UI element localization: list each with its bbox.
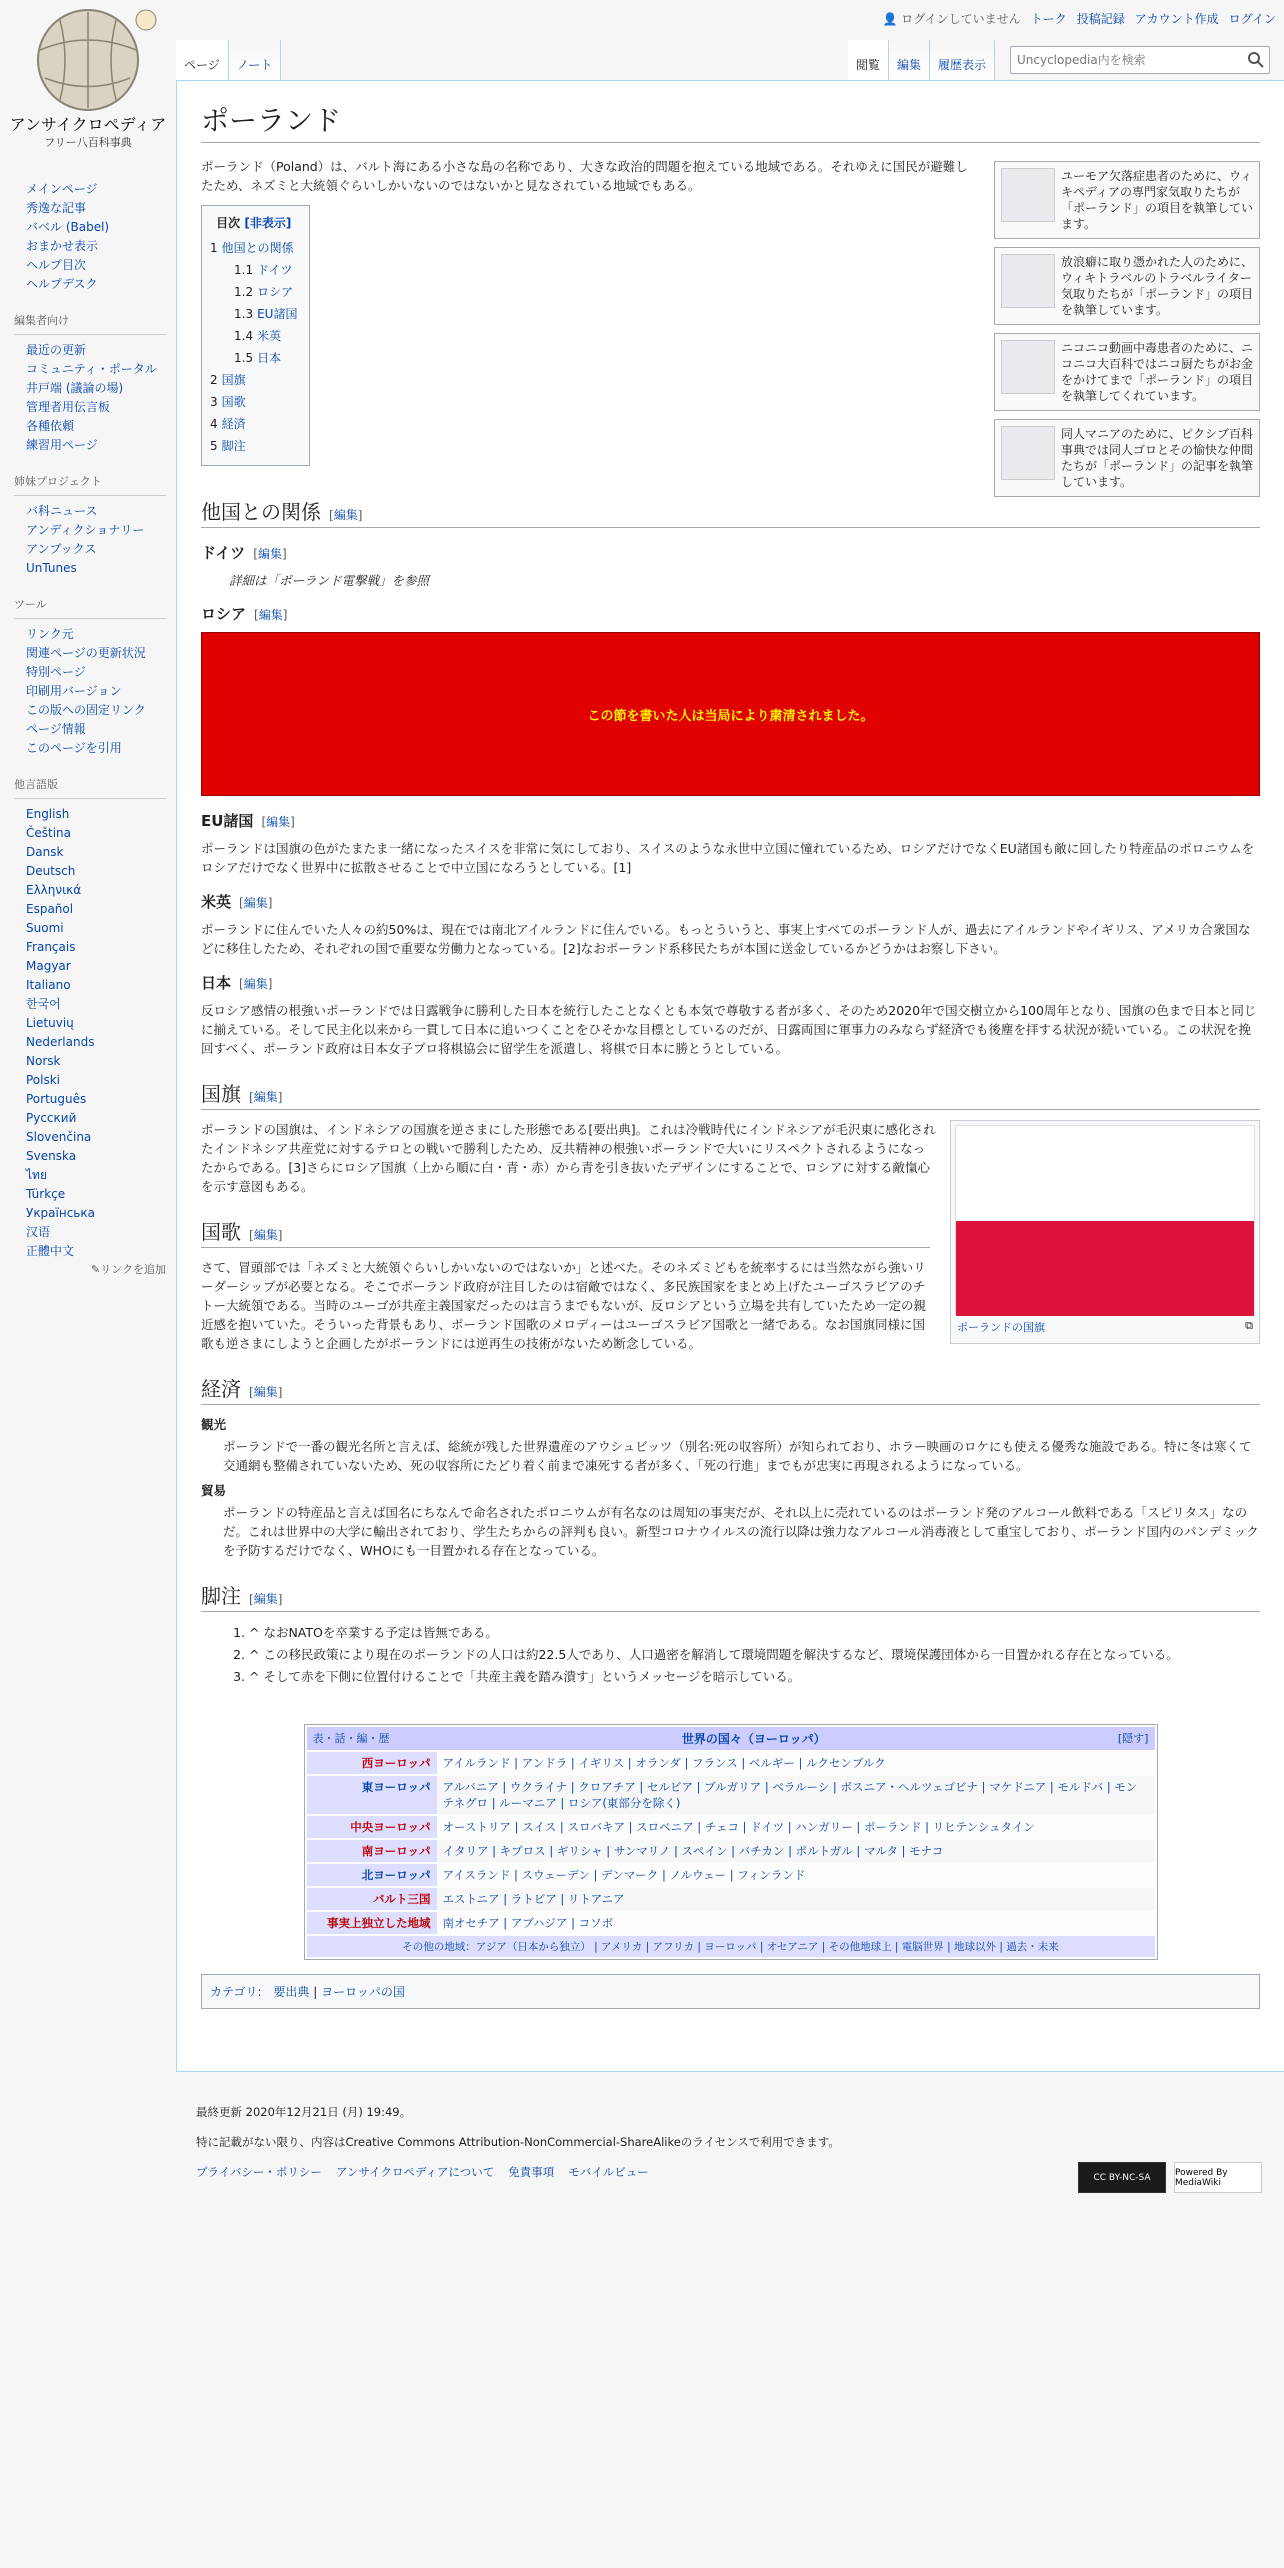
sister-portal <box>14 469 176 592</box>
sidebar-item-lang-16[interactable]: Русский <box>26 1111 77 1125</box>
logo-subtitle: フリー八百科事典 <box>44 136 132 149</box>
tab-talk[interactable]: ノート <box>229 40 282 80</box>
license-text: 特に記載がない限り、内容はCreative Commons Attribution-NonCommercial-ShareAlikeのライセンスで利用できます。 <box>196 2135 840 2149</box>
sidebar-item-lang-23[interactable]: 正體中文 <box>26 1244 75 1258</box>
sidebar-item-tool-4[interactable]: この版への固定リンク <box>26 703 146 717</box>
tab-history[interactable]: 履歴表示 <box>930 40 995 80</box>
sister-box-text: ユーモア欠落症患者のために、ウィキペディアの専門家気取りたちが「ポーランド」の項目を執筆しています。 <box>1061 169 1254 231</box>
sidebar-item-lang-3[interactable]: Deutsch <box>26 864 76 878</box>
toc-link[interactable]: 日本 <box>257 351 282 365</box>
sidebar-item-lang-1[interactable]: Čeština <box>26 826 72 840</box>
toc-number: 1 <box>210 241 218 255</box>
sister-box-wikipedia <box>994 161 1260 239</box>
subheading-tourism: 観光 <box>201 1417 227 1432</box>
sidebar-item-editors-5[interactable]: 練習用ページ <box>26 438 98 452</box>
lang-portal <box>14 772 176 1291</box>
sidebar-item-lang-11[interactable]: Lietuvių <box>26 1016 74 1030</box>
toc-link[interactable]: EU諸国 <box>257 307 298 321</box>
section-heading-flag: 国旗 [編集] <box>201 1078 1260 1110</box>
navbox-group-list[interactable]: 南オセチア | アブハジア | コソボ <box>442 1916 614 1930</box>
search-icon[interactable] <box>1247 51 1265 69</box>
about-link[interactable]: アンサイクロペディアについて <box>335 2165 495 2179</box>
sidebar-item-lang-13[interactable]: Norsk <box>26 1054 61 1068</box>
toc-item[interactable] <box>210 281 297 303</box>
sidebar-item-lang-9[interactable]: Italiano <box>26 978 71 992</box>
contributions-link[interactable]: 投稿記録 <box>1076 12 1125 26</box>
sidebar-item-lang-15[interactable]: Português <box>26 1092 87 1106</box>
sidebar-item-lang-8[interactable]: Magyar <box>26 959 71 973</box>
sidebar-item-editors-3[interactable]: 管理者用伝言板 <box>26 400 111 414</box>
eu-paragraph: ポーランドは国旗の色がたまたま一緒になったスイスを非常に気にしており、スイスのような永世中立国に憧れているため、ロシアだけでなくEU諸国も敵に回したり特産品のポロニウムをロシアだけでなく世界中に拡散させることで中立国になろうとしている。[1] <box>201 841 1255 875</box>
sidebar-item-editors-1[interactable]: コミュニティ・ポータル <box>26 362 157 376</box>
section-heading-notes: 脚注 [編集] <box>201 1580 1260 1612</box>
portal-heading: 他言語版 <box>14 772 166 799</box>
wikitravel-icon <box>1001 254 1055 308</box>
toc-link[interactable]: 他国との関係 <box>221 241 294 255</box>
toc-link[interactable]: 経済 <box>221 417 246 431</box>
pixiv-icon <box>1001 426 1055 480</box>
view-tabs <box>848 40 995 80</box>
create-account-link[interactable]: アカウント作成 <box>1134 12 1219 26</box>
sidebar-item-lang-0[interactable]: English <box>26 807 70 821</box>
navbox-europe <box>304 1724 1158 1960</box>
pencil-icon: ✎ <box>91 1263 101 1276</box>
sidebar-item-lang-18[interactable]: Svenska <box>26 1149 77 1163</box>
flag-paragraph: ポーランドの国旗は、インドネシアの国旗を逆さまにした形態である[要出典]。これは冷戦時代にインドネシアが毛沢東に感化されたインドネシア共産党に対するテロとの戦いで勝利したため、反共精神の根強いポーランドで大いにリスペクトされるようになったからである。[3]さらにロシア国旗（上から順に白・青・赤）から青を引き抜いたデザインにすることで、ロシアに対する敵愾心を示す意図もある。 <box>201 1122 936 1194</box>
anthem-paragraph: さて、冒頭部では「ネズミと大統領ぐらいしかいないのではないか」と述べた。そのネズミどもを統率するには当然ながら強いリーダーシップが必要となる。そこでポーランド政府が注目したのは宿敵ではなく、多民族国家をまとめ上げたユーゴスラビアのチトー大統領である。当時のユーゴが共産主義国家だったのは言うまでもないが、反ロシアという立場を共有していたため一定の親近感を抱いていた。そういった背景もあり、ポーランド国歌のメロディーはユーゴスラビア国歌と一緒である。なお国旗同様に国歌も逆さまにしようと企画したがポーランドには逆再生の技術がないため断念している。 <box>201 1260 927 1351</box>
portal-heading: ツール <box>14 592 166 619</box>
toc-number: 1.4 <box>234 329 254 343</box>
toc-title: 目次 [非表示] <box>216 216 292 230</box>
toc-item[interactable] <box>210 435 297 457</box>
category-link[interactable]: 要出典 <box>273 1985 310 1999</box>
trade-paragraph: ポーランドの特産品と言えば国名にちなんで命名されたポロニウムが有名なのは周知の事実だが、それ以上に売れているのはポーランド発のアルコール飲料である「スピリタス」なのだ。これは世界中の大学に輸出されており、学生たちからの評判も良い。新型コロナウイルスの流行以降は強力なアルコール消毒液として重宝しており、ポーランド国内のパンデミックを予防するだけでなく、WHOにも一目置かれる存在となっている。 <box>223 1505 1259 1558</box>
sidebar-item-tool-1[interactable]: 関連ページの更新状況 <box>26 646 146 660</box>
navbox-row <box>307 1864 1155 1886</box>
reference-item: 2. ^ この移民政策により現在のポーランドの人口は約22.5人であり、人口過密を解消して環境問題を解決するなど、環境保護団体から一目置かれる存在となっている。 <box>249 1644 1260 1666</box>
navbox-group-list[interactable]: アイスランド | スウェーデン | デンマーク | ノルウェー | フィンランド <box>442 1868 806 1882</box>
navbox-group-list[interactable]: アルバニア | ウクライナ | クロアチア | セルビア | ブルガリア | ベラルーシ | ボスニア・ヘルツェゴビナ | マケドニア | モルドバ | モンテネグロ | ルーマニア | ロシア(東部分を除く) <box>437 1776 1155 1814</box>
navbox-group-label[interactable]: 西ヨーロッパ <box>307 1752 437 1774</box>
privacy-link[interactable]: プライバシー・ポリシー <box>196 2165 322 2179</box>
sidebar-item-lang-10[interactable]: 한국어 <box>26 997 61 1011</box>
toc-number: 1.1 <box>234 263 254 277</box>
sister-box-text: 同人マニアのために、ピクシブ百科事典では同人ゴロとその愉快な仲間たちが「ポーランド」の記事を執筆しています。 <box>1061 427 1254 489</box>
intro-paragraph: ポーランド（Poland）は、バルト海にある小さな島の名称であり、大きな政治的問題を抱えている地域である。それゆえに国民が避難したため、ネズミと大統領ぐらいしかいないのではないかと見なされている地域でもある。 <box>201 159 968 193</box>
sidebar-item-main-4[interactable]: ヘルプ目次 <box>26 258 87 272</box>
sidebar-item-sister-3[interactable]: UnTunes <box>26 561 77 575</box>
toc-link[interactable]: ロシア <box>257 285 294 299</box>
toc-number: 5 <box>210 439 218 453</box>
navbox-group-label[interactable]: 東ヨーロッパ <box>307 1776 437 1814</box>
references-list <box>201 1622 1260 1688</box>
toc-link[interactable]: 脚注 <box>221 439 246 453</box>
reference-item: 1. ^ なおNATOを卒業する予定は皆無である。 <box>249 1622 1260 1644</box>
tab-read[interactable]: 閲覧 <box>848 40 889 80</box>
sidebar-item-editors-4[interactable]: 各種依頼 <box>26 419 75 433</box>
toc-number: 2 <box>210 373 218 387</box>
navbox-row <box>307 1912 1155 1934</box>
japan-paragraph: 反ロシア感情の根強いポーランドでは日露戦争に勝利した日本を統行したことなくとも本気で尊敬する者が多く、そのため2020年で国交樹立から100周年となり、国旗の色まで日本と同じに揃えている。そして民主化以来から一貫して日本に追いつくことをひそかな目標としているのだが、日露両国に軍事力のみならず経済でも後塵を拝する状況が続いている。この状況を挽回すべく、ポーランド政府は日本女子プロ将棋協会に留学生を派遣し、将棋で日本に勝とうとしている。 <box>201 1003 1257 1056</box>
flag-caption: ポーランドの国旗 ⧉ <box>957 1319 1253 1334</box>
edit-section-link[interactable]: 編集 <box>258 608 283 622</box>
sister-box-text: 放浪癖に取り憑かれた人のために、ウィキトラベルのトラベルライター気取りたちが「ポーランド」の項目を執筆しています。 <box>1061 255 1254 317</box>
portal-heading: 姉妹プロジェクト <box>14 469 166 496</box>
sidebar <box>0 180 176 1291</box>
sister-box-text: ニコニコ動画中毒患者のために、ニコニコ大百科ではニコ厨たちがお金をかけてまで「ポーランド」の項目を執筆してくれています。 <box>1061 341 1254 403</box>
navbox-group-label[interactable]: 北ヨーロッパ <box>307 1864 437 1886</box>
navbox-row <box>307 1840 1155 1862</box>
personal-tools <box>882 10 1276 27</box>
toc-number: 3 <box>210 395 218 409</box>
purged-notice: この節を書いた人は当局により粛清されました。 <box>201 632 1260 796</box>
nav-portal <box>14 180 176 308</box>
sidebar-item-sister-0[interactable]: バ科ニュース <box>26 504 98 518</box>
navbox-row <box>307 1888 1155 1910</box>
sidebar-item-lang-20[interactable]: Türkçe <box>26 1187 66 1201</box>
toc-item[interactable] <box>210 325 297 347</box>
wikipedia-icon <box>1001 168 1055 222</box>
sidebar-item-lang-5[interactable]: Español <box>26 902 74 916</box>
search-box <box>1010 46 1270 74</box>
navbox-row <box>307 1816 1155 1838</box>
sidebar-item-lang-12[interactable]: Nederlands <box>26 1035 95 1049</box>
login-link[interactable]: ログイン <box>1228 12 1276 26</box>
sidebar-item-lang-6[interactable]: Suomi <box>26 921 64 935</box>
tourism-paragraph: ポーランドで一番の観光名所と言えば、総統が残した世界遺産のアウシュビッツ（別名:死の収容所）が知られており、ホラー映画のロケにも使える優秀な施設である。特に冬は寒くて交通網も整備されていないため、死の収容所にたどり着く前まで凍死する者が多く、「死の行進」までもが忠実に再現されるようになっている。 <box>223 1439 1252 1473</box>
sidebar-item-tool-3[interactable]: 印刷用バージョン <box>26 684 122 698</box>
edit-section-link[interactable]: 編集 <box>257 547 282 561</box>
edit-section-link[interactable]: 編集 <box>253 1385 278 1399</box>
sidebar-item-main-2[interactable]: バベル (Babel) <box>26 220 110 234</box>
tools-portal <box>14 592 176 772</box>
toc-hide-toggle[interactable]: [非表示] <box>244 216 292 230</box>
sidebar-item-sister-1[interactable]: アンディクショナリー <box>26 523 145 537</box>
portal-heading: 編集者向け <box>14 308 166 335</box>
edit-section-link[interactable]: 編集 <box>243 977 268 991</box>
navbox-group-list[interactable]: エストニア | ラトビア | リトアニア <box>437 1888 1155 1910</box>
navbox-row <box>307 1752 1155 1774</box>
navbox-footer[interactable]: その他の地域：アジア（日本から独立） | アメリカ | アフリカ | ヨーロッパ | オセアニア | その他地球上 | 電脳世界 | 地球以外 | 過去・未来 <box>307 1936 1155 1957</box>
navbox-group-label[interactable]: 南ヨーロッパ <box>307 1840 437 1862</box>
add-links-button[interactable]: ✎リンクを追加 <box>91 1263 166 1276</box>
sister-box-pixiv <box>994 419 1260 497</box>
sister-boxes <box>994 161 1260 505</box>
tv-icon <box>1001 340 1055 394</box>
sidebar-item-lang-19[interactable]: ไทย <box>26 1168 47 1182</box>
toc-link[interactable]: 国旗 <box>221 373 246 387</box>
disclaimer-link[interactable]: 免責事項 <box>508 2165 555 2179</box>
logo-title: アンサイクロペディア <box>9 115 167 134</box>
enlarge-icon[interactable]: ⧉ <box>1245 1319 1253 1332</box>
tab-page[interactable]: ページ <box>176 40 229 80</box>
reference-item: 3. ^ そして赤を下側に位置付けることで「共産主義を踏み潰す」というメッセージを暗示している。 <box>249 1666 1260 1688</box>
hatnote: 詳細は「ポーランド電撃戦」を参照 <box>229 573 430 588</box>
toc-item[interactable] <box>210 391 297 413</box>
toc-number: 1.5 <box>234 351 254 365</box>
sidebar-item-lang-17[interactable]: Slovenčina <box>26 1130 92 1144</box>
toc-number: 1.2 <box>234 285 254 299</box>
category-links: カテゴリ: 要出典 | ヨーロッパの国 <box>201 1974 1260 2009</box>
sidebar-item-main-5[interactable]: ヘルプデスク <box>26 277 98 291</box>
sidebar-item-main-3[interactable]: おまかせ表示 <box>26 239 99 253</box>
navbox-group-label[interactable]: 中央ヨーロッパ <box>307 1816 437 1838</box>
section-heading-germany: ドイツ [編集] <box>201 544 287 562</box>
table-of-contents <box>201 205 310 466</box>
sidebar-item-editors-2[interactable]: 井戸端 (議論の場) <box>26 381 124 395</box>
sidebar-item-tool-5[interactable]: ページ情報 <box>26 722 86 736</box>
toc-item[interactable] <box>210 369 297 391</box>
toc-item[interactable] <box>210 237 297 259</box>
edit-section-link[interactable]: 編集 <box>253 1090 278 1104</box>
navbox-vte-links[interactable]: 表・話・編・歴 <box>312 1732 390 1745</box>
sidebar-item-tool-0[interactable]: リンク元 <box>26 627 74 641</box>
toc-item[interactable] <box>210 413 297 435</box>
navbox-group-list[interactable]: オーストリア | スイス | スロバキア | スロベニア | チェコ | ドイツ | ハンガリー | ポーランド | リヒテンシュタイン <box>442 1820 1035 1834</box>
sidebar-item-tool-2[interactable]: 特別ページ <box>26 665 86 679</box>
edit-section-link[interactable]: 編集 <box>333 508 358 522</box>
sidebar-item-main-1[interactable]: 秀逸な記事 <box>26 201 87 215</box>
navbox-group-list[interactable]: イタリア | キプロス | ギリシャ | サンマリノ | スペイン | バチカン | ポルトガル | マルタ | モナコ <box>437 1840 1155 1862</box>
last-modified: 最終更新 2020年12月21日 (月) 19:49。 <box>196 2105 412 2119</box>
toc-item[interactable] <box>210 347 297 369</box>
edit-section-link[interactable]: 編集 <box>253 1228 278 1242</box>
poland-flag-image <box>955 1125 1255 1315</box>
toc-number: 4 <box>210 417 218 431</box>
user-icon: 👤 <box>882 12 898 26</box>
toc-item[interactable] <box>210 259 297 281</box>
editors-portal <box>14 308 176 469</box>
categories-label[interactable]: カテゴリ: <box>210 1985 262 1999</box>
namespace-tabs <box>176 40 281 80</box>
sister-box-nicovideo <box>994 333 1260 411</box>
edit-section-link[interactable]: 編集 <box>253 1592 278 1606</box>
navbox-group-label[interactable]: バルト三国 <box>307 1888 437 1910</box>
sidebar-item-lang-4[interactable]: Ελληνικά <box>26 883 82 897</box>
sidebar-item-lang-2[interactable]: Dansk <box>26 845 64 859</box>
edit-section-link[interactable]: 編集 <box>243 896 268 910</box>
mobile-view-link[interactable]: モバイルビュー <box>568 2165 649 2179</box>
not-logged-in: 👤 ログインしていません <box>882 12 1021 26</box>
section-heading-usuk: 米英 [編集] <box>201 893 273 911</box>
sidebar-item-editors-0[interactable]: 最近の更新 <box>26 343 87 357</box>
section-heading-russia: ロシア [編集] <box>201 605 288 623</box>
toc-link[interactable]: 米英 <box>257 329 282 343</box>
navbox-hide-toggle[interactable]: [隠す] <box>1117 1732 1149 1745</box>
tab-edit[interactable]: 編集 <box>889 40 930 80</box>
toc-link[interactable]: 国歌 <box>221 395 246 409</box>
edit-section-link[interactable]: 編集 <box>266 815 291 829</box>
sidebar-item-lang-7[interactable]: Français <box>26 940 76 954</box>
sidebar-item-lang-21[interactable]: Українська <box>26 1206 95 1220</box>
sidebar-item-lang-22[interactable]: 汉语 <box>26 1225 51 1239</box>
sidebar-item-lang-14[interactable]: Polski <box>26 1073 61 1087</box>
toc-item[interactable] <box>210 303 297 325</box>
section-heading-anthem: 国歌 [編集] <box>201 1216 930 1248</box>
section-heading-relations: 他国との関係 [編集] <box>201 496 1260 528</box>
toc-link[interactable]: ドイツ <box>257 263 293 277</box>
mediawiki-badge[interactable]: Powered By MediaWiki <box>1174 2162 1262 2193</box>
sidebar-item-main-0[interactable]: メインページ <box>26 182 98 196</box>
navbox-group-label[interactable]: 事実上独立した地域 <box>307 1912 437 1934</box>
sister-box-wikitravel <box>994 247 1260 325</box>
sidebar-item-sister-2[interactable]: アンブックス <box>26 542 97 556</box>
footer-badges <box>1078 2162 1262 2193</box>
toc-number: 1.3 <box>234 307 254 321</box>
sidebar-item-tool-6[interactable]: このページを引用 <box>26 741 122 755</box>
page-title: ポーランド <box>201 99 1260 143</box>
puzzle-globe-icon <box>0 0 176 115</box>
section-heading-economy: 経済 [編集] <box>201 1373 1260 1405</box>
section-heading-japan: 日本 [編集] <box>201 974 273 992</box>
search-input[interactable] <box>1011 47 1231 73</box>
flag-thumbnail[interactable] <box>950 1120 1260 1344</box>
subheading-trade: 貿易 <box>201 1483 227 1498</box>
navbox-header <box>307 1727 1155 1750</box>
talk-link[interactable]: トーク <box>1030 12 1067 26</box>
content <box>176 80 1284 2072</box>
navbox-title[interactable]: 世界の国々（ヨーロッパ） <box>681 1732 826 1746</box>
usuk-paragraph: ポーランドに住んでいた人々の約50%は、現在では南北アイルランドに住んでいる。もっとういうと、事実上すべてのポーランド人が、過去にアイルランドやイギリス、アメリカ合衆国などに移住したため、それぞれの国で重要な労働力となっている。[2]なおポーランド系移民たちが本国に送金しているかどうかはお察し下さい。 <box>201 922 1251 956</box>
navbox-group-list[interactable]: アイルランド | アンドラ | イギリス | オランダ | フランス | ベルギー | ルクセンブルク <box>442 1756 886 1770</box>
category-link[interactable]: ヨーロッパの国 <box>321 1985 405 1999</box>
section-heading-eu: EU諸国 [編集] <box>201 812 295 830</box>
navbox-row <box>307 1776 1155 1814</box>
cc-license-badge[interactable]: CC BY-NC-SA <box>1078 2162 1166 2193</box>
